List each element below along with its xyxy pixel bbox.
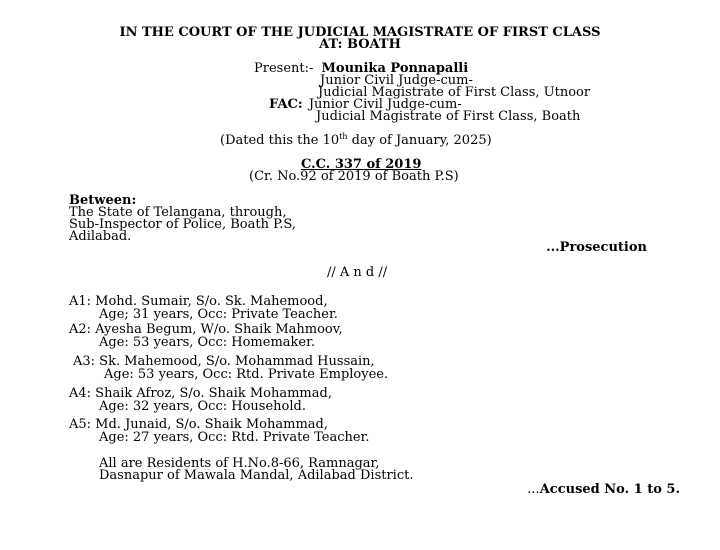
judge-name: Mounika Ponnapalli — [321, 61, 469, 76]
accused-4-line-2: Age: 32 years, Occ: Household. — [99, 399, 306, 414]
accused-5-line-1: A5: Md. Junaid, S/o. Shaik Mohammad, — [69, 417, 328, 432]
fac-designation-2: Judicial Magistrate of First Class, Boath — [316, 109, 581, 124]
court-location: AT: BOATH — [319, 37, 401, 52]
and-separator: // A n d // — [327, 265, 388, 280]
residents-line-2: Dasnapur of Mawala Mandal, Adilabad District. — [99, 468, 414, 483]
court-title: IN THE COURT OF THE JUDICIAL MAGISTRATE OF FIRST CLASS — [119, 25, 601, 40]
accused-label-text: Accused No. 1 to 5. — [539, 482, 680, 497]
prosecution-line-3: Adilabad. — [69, 229, 132, 244]
case-number: C.C. 337 of 2019 — [301, 157, 422, 172]
dated-suffix: day of January, 2025) — [347, 133, 492, 148]
prosecution-line-2: Sub-Inspector of Police, Boath P.S, — [69, 217, 296, 232]
fac-label: FAC: — [269, 97, 303, 112]
accused-1-line-2: Age; 31 years, Occ: Private Teacher. — [99, 307, 338, 322]
fac-designation-1: Junior Civil Judge-cum- — [308, 97, 462, 112]
crime-number: (Cr. No.92 of 2019 of Boath P.S) — [249, 169, 459, 184]
judge-designation-1: Junior Civil Judge-cum- — [320, 73, 473, 88]
between-label: Between: — [69, 193, 137, 208]
judge-designation-2: Judicial Magistrate of First Class, Utnoor — [318, 85, 591, 100]
accused-2-line-2: Age: 53 years, Occ: Homemaker. — [99, 335, 316, 350]
dated-sup: th — [339, 132, 348, 141]
accused-4-line-1: A4: Shaik Afroz, S/o. Shaik Mohammad, — [69, 386, 332, 401]
accused-label — [527, 483, 680, 496]
residents-line-1: All are Residents of H.No.8-66, Ramnagar, — [99, 456, 380, 471]
dated-line — [220, 134, 492, 147]
accused-2-line-1: A2: Ayesha Begum, W/o. Shaik Mahmoov, — [69, 322, 343, 337]
accused-3-line-2: Age: 53 years, Occ: Rtd. Private Employee. — [104, 367, 389, 382]
present-label: Present:- — [254, 61, 314, 76]
accused-label-prefix: ... — [527, 482, 540, 497]
prosecution-line-1: The State of Telangana, through, — [69, 205, 287, 220]
accused-3-line-1: A3: Sk. Mahemood, S/o. Mohammad Hussain, — [73, 354, 375, 369]
accused-1-line-1: A1: Mohd. Sumair, S/o. Sk. Mahemood, — [69, 294, 328, 309]
dated-prefix: (Dated this the 10 — [220, 133, 340, 148]
prosecution-label: ...Prosecution — [546, 240, 647, 255]
accused-5-line-2: Age: 27 years, Occ: Rtd. Private Teacher. — [99, 430, 370, 445]
